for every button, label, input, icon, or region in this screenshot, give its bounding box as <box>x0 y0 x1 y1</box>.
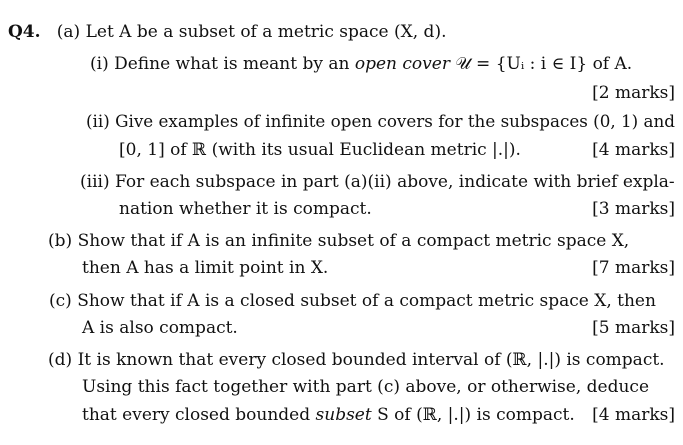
part-a-i-text-pre: Define what is meant by an <box>114 54 355 74</box>
part-d-line1 <box>48 349 665 371</box>
part-d-text3-pre: that every closed bounded <box>82 405 316 425</box>
part-a-i-text-post: 𝒰 = {Uᵢ : i ∈ I} of A. <box>449 54 633 74</box>
part-a-ii-marks: [4 marks] <box>592 140 675 160</box>
part-c-line1 <box>49 290 656 312</box>
part-d-text3-post: S of (ℝ, |.|) is compact. <box>371 405 575 425</box>
part-d-text3-em: subset <box>315 405 372 425</box>
part-a-iii-text1: For each subspace in part (a)(ii) above, indicate with brief expla- <box>114 172 675 192</box>
part-b-line1 <box>48 230 629 252</box>
part-a-i <box>90 53 632 75</box>
question-number: Q4. <box>8 22 41 42</box>
part-a-i-text-em: open cover <box>354 54 450 74</box>
part-b-text1: Show that if A is an infinite subset of a compact metric space X, <box>77 231 630 251</box>
part-b-line2: then A has a limit point in X. <box>82 258 329 278</box>
part-b-marks: [7 marks] <box>592 258 675 278</box>
part-a-ii-text1: Give examples of infinite open covers for the subspaces (0, 1) and <box>115 112 675 132</box>
part-d-text1: It is known that every closed bounded interval of (ℝ, |.|) is compact. <box>77 350 665 370</box>
part-d-label: (d) <box>48 350 73 370</box>
part-a-iii-marks: [3 marks] <box>592 199 675 219</box>
part-a-i-marks: [2 marks] <box>592 83 675 103</box>
part-a-iii-line2: nation whether it is compact. <box>119 199 372 219</box>
part-a-iii-line1 <box>80 171 675 193</box>
part-a-ii-label: (ii) <box>86 112 110 132</box>
part-a-ii-line1 <box>86 111 675 133</box>
part-a-i-label: (i) <box>90 54 109 74</box>
part-a-label: (a) <box>56 22 81 42</box>
part-c-text1: Show that if A is a closed subset of a compact metric space X, then <box>77 291 656 311</box>
part-a-iii-label: (iii) <box>80 172 110 192</box>
part-c-line2: A is also compact. <box>82 318 238 338</box>
part-a-intro: Let A be a subset of a metric space (X, d). <box>85 22 447 42</box>
part-c-marks: [5 marks] <box>592 318 675 338</box>
part-b-label: (b) <box>48 231 73 251</box>
part-d-line3 <box>82 404 575 426</box>
part-d-line2: Using this fact together with part (c) above, or otherwise, deduce <box>82 377 650 397</box>
part-d-marks: [4 marks] <box>592 405 675 425</box>
part-c-label: (c) <box>49 291 72 311</box>
part-a-ii-line2: [0, 1] of ℝ (with its usual Euclidean metric |.|). <box>119 140 521 160</box>
question-header <box>8 21 446 43</box>
